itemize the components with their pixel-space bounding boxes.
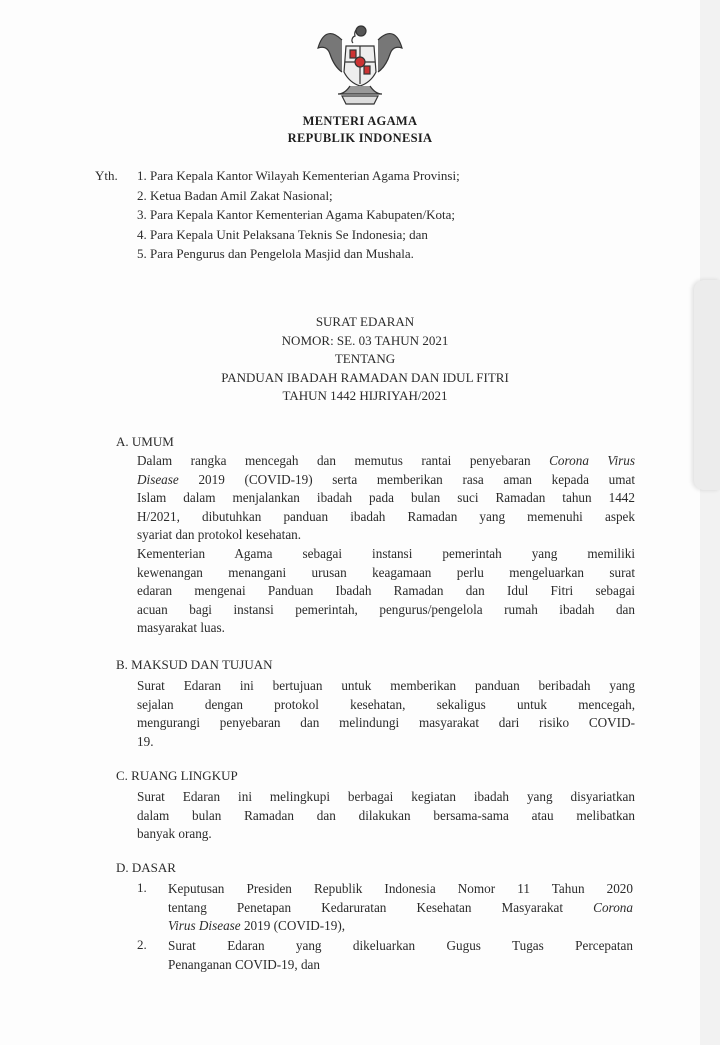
section-a-heading: A. UMUM xyxy=(116,434,174,449)
viewer-edge xyxy=(700,0,720,1045)
recipients-list xyxy=(137,166,460,264)
text: 2019 (COVID-19), xyxy=(240,918,346,934)
text: Kementerian Agama sebagai instansi pemerintah yang memiliki xyxy=(137,545,635,561)
text: acuan bagi instansi pemerintah, pengurus/pengelola rumah ibadah dan xyxy=(137,601,635,617)
text: Surat Edaran yang dikeluarkan Gugus Tugas Percepatan xyxy=(168,938,633,953)
section-b-body xyxy=(137,677,635,751)
garuda-emblem-icon xyxy=(312,18,408,110)
circular-title: SURAT EDARAN xyxy=(315,314,415,329)
text: Corona xyxy=(593,899,633,915)
recipient-item: 4. Para Kepala Unit Pelaksana Teknis Se Indonesia; dan xyxy=(137,226,428,242)
text: Dalam rangka mencegah dan memutus rantai penyebaran xyxy=(137,453,550,468)
text: tentang Penetapan Kedaruratan Kesehatan Masyarakat xyxy=(168,899,594,915)
republic-title: REPUBLIK INDONESIA xyxy=(287,131,433,145)
circular-title-block xyxy=(0,313,720,406)
list-number: 2. xyxy=(137,937,147,952)
section-a-body xyxy=(137,452,635,638)
circular-year: TAHUN 1442 HIJRIYAH/2021 xyxy=(282,388,448,403)
text: Keputusan Presiden Republik Indonesia Nomor 11 Tahun 2020 xyxy=(168,881,633,896)
text: syariat dan protokol kesehatan. xyxy=(137,527,302,543)
circular-subject: PANDUAN IBADAH RAMADAN DAN IDUL FITRI xyxy=(221,369,509,385)
text: Corona Virus xyxy=(549,453,635,468)
text: Virus Disease xyxy=(168,918,241,934)
text: 2019 (COVID-19) serta memberikan rasa aman kepada umat xyxy=(178,471,635,487)
text: kewenangan menangani urusan keagamaan perlu mengeluarkan surat xyxy=(137,564,635,580)
section-b-heading: B. MAKSUD DAN TUJUAN xyxy=(116,657,273,672)
text: Surat Edaran ini bertujuan untuk memberikan panduan beribadah yang xyxy=(137,678,635,693)
text: Disease xyxy=(137,471,179,487)
text: masyarakat luas. xyxy=(137,620,225,636)
section-d-item-2 xyxy=(168,937,633,974)
text: dalam bulan Ramadan dan dilakukan bersama-sama atau melibatkan xyxy=(137,807,635,823)
minister-title: MENTERI AGAMA xyxy=(302,114,418,128)
text: edaran mengenai Panduan Ibadah Ramadan dan Idul Fitri sebagai xyxy=(137,583,635,599)
recipient-item: 1. Para Kepala Kantor Wilayah Kementerian Agama Provinsi; xyxy=(137,168,460,183)
text: 19. xyxy=(137,733,154,749)
section-d-item-1 xyxy=(168,880,633,936)
recipient-item: 2. Ketua Badan Amil Zakat Nasional; xyxy=(137,187,333,203)
text: Surat Edaran ini melingkupi berbagai kegiatan ibadah yang disyariatkan xyxy=(137,789,635,804)
list-number: 1. xyxy=(137,880,147,895)
text: mengurangi penyebaran dan melindungi masyarakat dari risiko COVID- xyxy=(137,715,635,731)
circular-number: NOMOR: SE. 03 TAHUN 2021 xyxy=(281,332,449,348)
circular-about: TENTANG xyxy=(334,351,396,366)
text: Penanganan COVID-19, dan xyxy=(168,956,320,972)
text: H/2021, dibutuhkan panduan ibadah Ramadan yang memenuhi aspek xyxy=(137,508,635,524)
recipient-item: 5. Para Pengurus dan Pengelola Masjid dan Mushala. xyxy=(137,246,414,261)
section-c-body xyxy=(137,788,635,844)
section-c-heading: C. RUANG LINGKUP xyxy=(116,768,238,783)
text: banyak orang. xyxy=(137,826,212,842)
text: Islam dalam menjalankan ibadah pada bulan suci Ramadan tahun 1442 xyxy=(137,490,635,506)
recipient-item: 3. Para Kepala Kantor Kementerian Agama Kabupaten/Kota; xyxy=(137,207,456,222)
recipients-label: Yth. xyxy=(95,168,118,183)
section-d-heading: D. DASAR xyxy=(116,860,176,875)
text: sejalan dengan protokol kesehatan, sekaligus untuk mencegah, xyxy=(137,696,635,712)
